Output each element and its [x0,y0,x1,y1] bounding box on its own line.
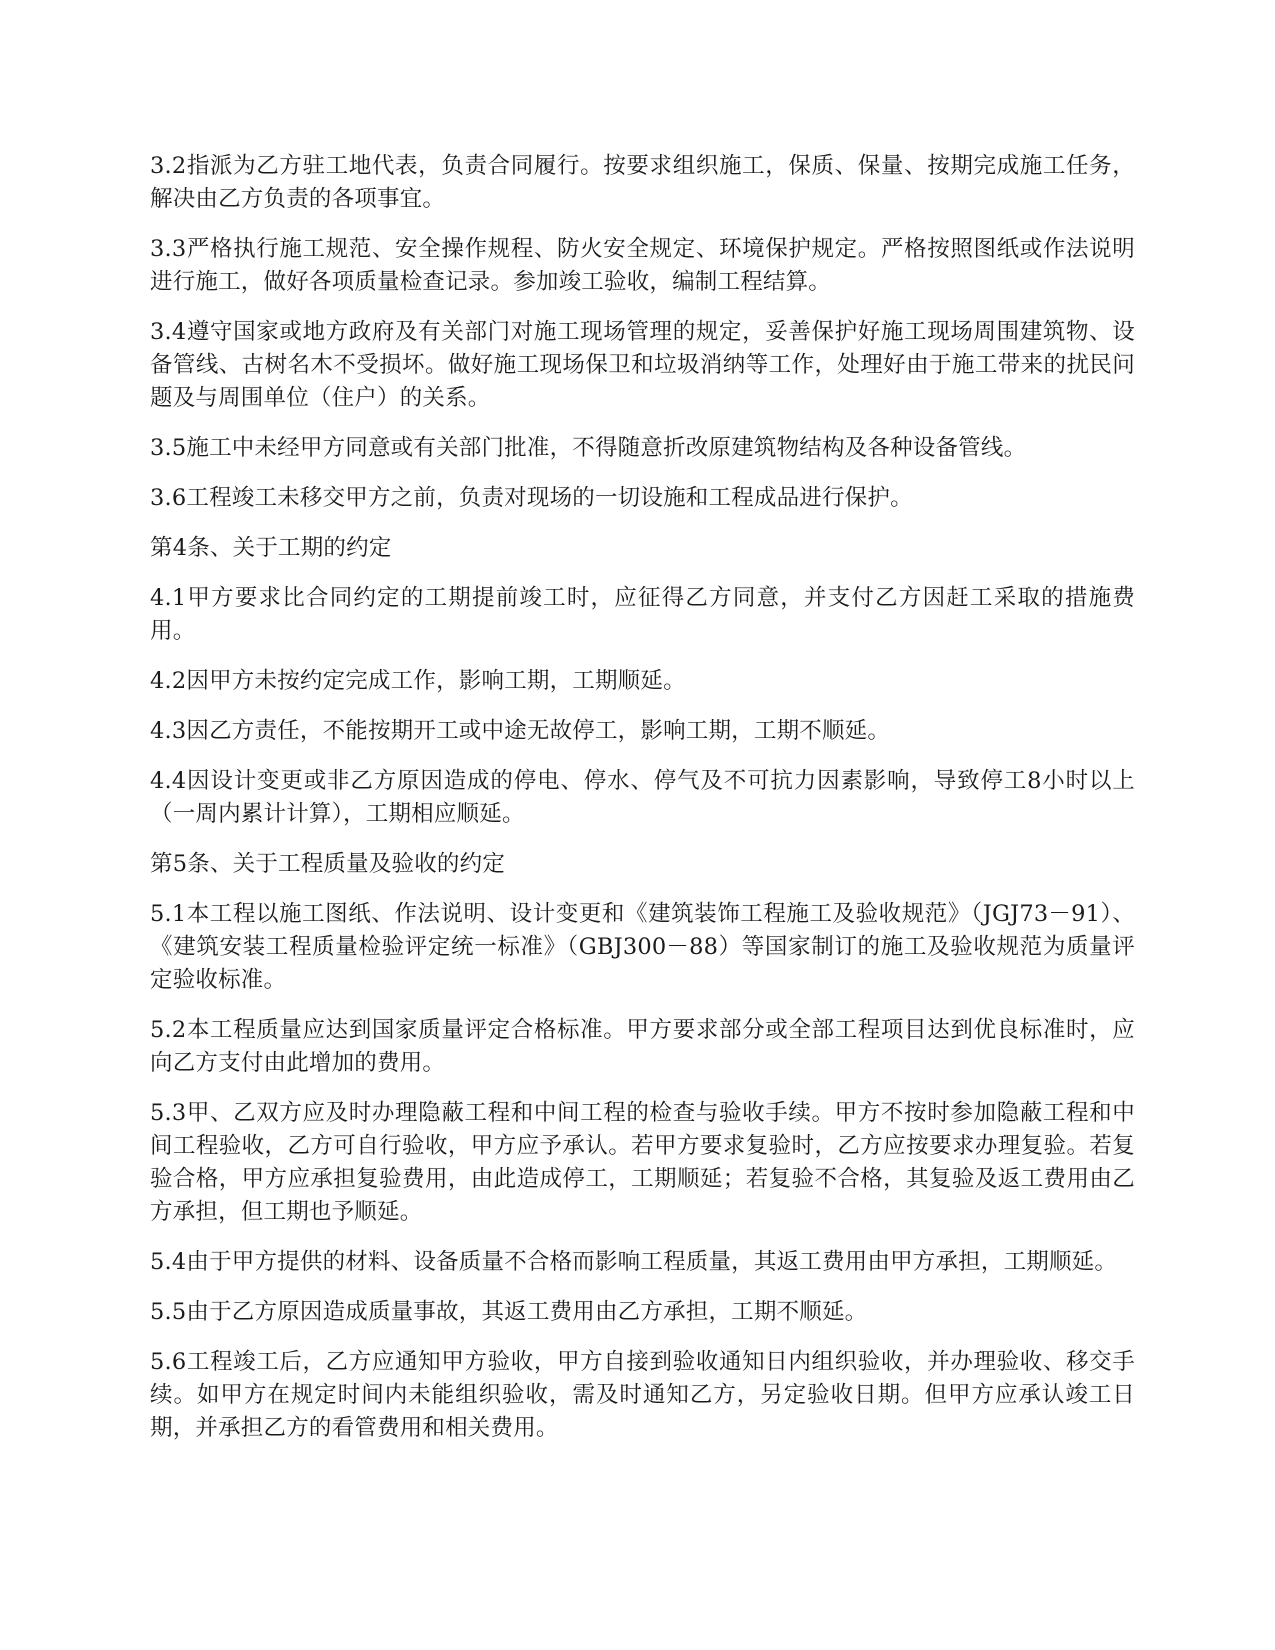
clause-4-4: 4.4因设计变更或非乙方原因造成的停电、停水、停气及不可抗力因素影响，导致停工8小时以上（一周内累计计算），工期相应顺延。 [150,768,1135,827]
clause-4-2: 4.2因甲方未按约定完成工作，影响工期，工期顺延。 [150,668,686,694]
clause-5-4: 5.4由于甲方提供的材料、设备质量不合格而影响工程质量，其返工费用由甲方承担，工期顺延。 [150,1249,1118,1275]
clause-4-3: 4.3因乙方责任，不能按期开工或中途无故停工，影响工期，工期不顺延。 [150,718,891,744]
clause-3-2: 3.2指派为乙方驻工地代表，负责合同履行。按要求组织施工，保质、保量、按期完成施工任务，解决由乙方负责的各项事宜。 [150,153,1135,212]
clause-3-5: 3.5施工中未经甲方同意或有关部门批准，不得随意折改原建筑物结构及各种设备管线。 [150,435,1027,461]
article-5-heading: 第5条、关于工程质量及验收的约定 [150,851,506,877]
clause-3-3: 3.3严格执行施工规范、安全操作规程、防火安全规定、环境保护规定。严格按照图纸或作法说明进行施工，做好各项质量检查记录。参加竣工验收，编制工程结算。 [150,236,1135,295]
clause-5-5: 5.5由于乙方原因造成质量事故，其返工费用由乙方承担，工期不顺延。 [150,1299,868,1325]
clause-5-6: 5.6工程竣工后，乙方应通知甲方验收，甲方自接到验收通知日内组织验收，并办理验收、移交手续。如甲方在规定时间内未能组织验收，需及时通知乙方，另定验收日期。但甲方应承认竣工日期，并承担乙方的看管费用和相关费用。 [150,1349,1135,1441]
article-4-heading: 第4条、关于工期的约定 [150,535,392,561]
clause-5-1: 5.1本工程以施工图纸、作法说明、设计变更和《建筑装饰工程施工及验收规范》（JGJ73－91）、《建筑安装工程质量检验评定统一标准》（GBJ300－88）等国家制订的施工及验收规范为质量评定验收标准。 [150,901,1135,993]
document-body [150,150,1135,1462]
clause-4-1: 4.1甲方要求比合同约定的工期提前竣工时，应征得乙方同意，并支付乙方因赶工采取的措施费用。 [150,585,1135,644]
clause-3-6: 3.6工程竣工未移交甲方之前，负责对现场的一切设施和工程成品进行保护。 [150,485,913,511]
clause-3-4: 3.4遵守国家或地方政府及有关部门对施工现场管理的规定，妥善保护好施工现场周围建筑物、设备管线、古树名木不受损坏。做好施工现场保卫和垃圾消纳等工作，处理好由于施工带来的扰民问题及与周围单位（住户）的关系。 [150,319,1135,411]
clause-5-3: 5.3甲、乙双方应及时办理隐蔽工程和中间工程的检查与验收手续。甲方不按时参加隐蔽工程和中间工程验收，乙方可自行验收，甲方应予承认。若甲方要求复验时，乙方应按要求办理复验。若复验合格，甲方应承担复验费用，由此造成停工，工期顺延；若复验不合格，其复验及返工费用由乙方承担，但工期也予顺延。 [150,1100,1135,1225]
clause-5-2: 5.2本工程质量应达到国家质量评定合格标准。甲方要求部分或全部工程项目达到优良标准时，应向乙方支付由此增加的费用。 [150,1017,1135,1076]
